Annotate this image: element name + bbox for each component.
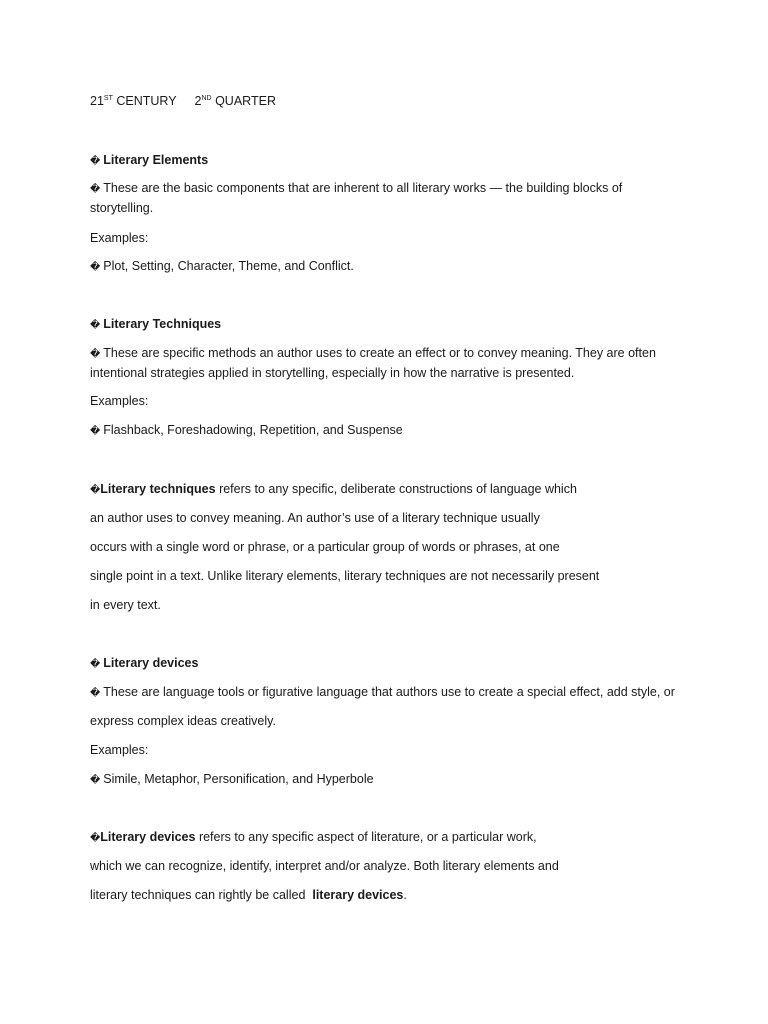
- techniques-definition-line-4: single point in a text. Unlike literary elements, literary techniques are not necessarily present: [90, 569, 600, 583]
- devices-examples-label: Examples:: [90, 743, 149, 757]
- devices-term-inline: literary devices: [312, 888, 404, 902]
- description-text: These are the basic components that are inherent to all literary works — the building blocks of storytelling.: [90, 181, 623, 215]
- devices-term: Literary devices: [100, 830, 196, 844]
- definition-text: literary techniques can rightly be called: [90, 888, 313, 902]
- techniques-definition-line-2: an author uses to convey meaning. An author’s use of a literary technique usually: [90, 511, 540, 525]
- devices-definition-line-2: which we can recognize, identify, interpret and/or analyze. Both literary elements and: [90, 859, 559, 873]
- elements-examples: [90, 257, 354, 277]
- techniques-term: Literary techniques: [100, 482, 216, 496]
- techniques-examples: [90, 421, 403, 441]
- header-century-word: CENTURY: [112, 94, 177, 108]
- techniques-definition-line-1: [90, 480, 577, 500]
- devices-definition-line-1: [90, 828, 537, 848]
- section-heading-techniques: [90, 315, 221, 335]
- techniques-definition-line-5: in every text.: [90, 598, 161, 612]
- missing-glyph-icon: �: [90, 688, 101, 699]
- description-text: These are specific methods an author uses to create an effect or to convey meaning. They are often intentional strategies applied in storytelling, especially in how the narrative is presented.: [90, 346, 656, 380]
- elements-description: [90, 179, 680, 218]
- missing-glyph-icon: �: [90, 833, 101, 844]
- header-quarter-suffix: ND: [201, 95, 212, 102]
- description-text: These are language tools or figurative language that authors use to create a special effect, add style, or: [103, 685, 675, 699]
- section-heading-elements: [90, 151, 208, 171]
- heading-text: Literary devices: [103, 656, 199, 670]
- elements-examples-label: Examples:: [90, 231, 149, 245]
- document-header: [90, 92, 276, 110]
- header-century-number: 21: [90, 94, 104, 108]
- devices-definition-line-3: [90, 886, 407, 904]
- missing-glyph-icon: �: [90, 262, 101, 273]
- techniques-definition-line-3: occurs with a single word or phrase, or a particular group of words or phrases, at one: [90, 540, 560, 554]
- missing-glyph-icon: �: [90, 775, 101, 786]
- heading-text: Literary Techniques: [103, 317, 222, 331]
- missing-glyph-icon: �: [90, 485, 101, 496]
- devices-examples: [90, 770, 374, 790]
- missing-glyph-icon: �: [90, 349, 101, 360]
- header-quarter-number: 2: [194, 94, 202, 108]
- heading-text: Literary Elements: [103, 153, 209, 167]
- missing-glyph-icon: �: [90, 426, 101, 437]
- definition-text: refers to any specific, deliberate constructions of language which: [215, 482, 577, 496]
- missing-glyph-icon: �: [90, 156, 101, 167]
- section-heading-devices: [90, 654, 198, 674]
- missing-glyph-icon: �: [90, 659, 101, 670]
- header-quarter-word: QUARTER: [211, 94, 276, 108]
- devices-description-line-2: express complex ideas creatively.: [90, 714, 276, 728]
- definition-text: refers to any specific aspect of literature, or a particular work,: [195, 830, 537, 844]
- techniques-description: [90, 344, 680, 383]
- missing-glyph-icon: �: [90, 320, 101, 331]
- examples-text: Simile, Metaphor, Personification, and Hyperbole: [103, 772, 374, 786]
- examples-text: Plot, Setting, Character, Theme, and Conflict.: [103, 259, 354, 273]
- header-century-suffix: ST: [103, 95, 113, 102]
- definition-period: .: [403, 888, 407, 902]
- examples-text: Flashback, Foreshadowing, Repetition, and Suspense: [103, 423, 403, 437]
- devices-description-line-1: [90, 683, 675, 703]
- techniques-examples-label: Examples:: [90, 394, 149, 408]
- missing-glyph-icon: �: [90, 184, 101, 195]
